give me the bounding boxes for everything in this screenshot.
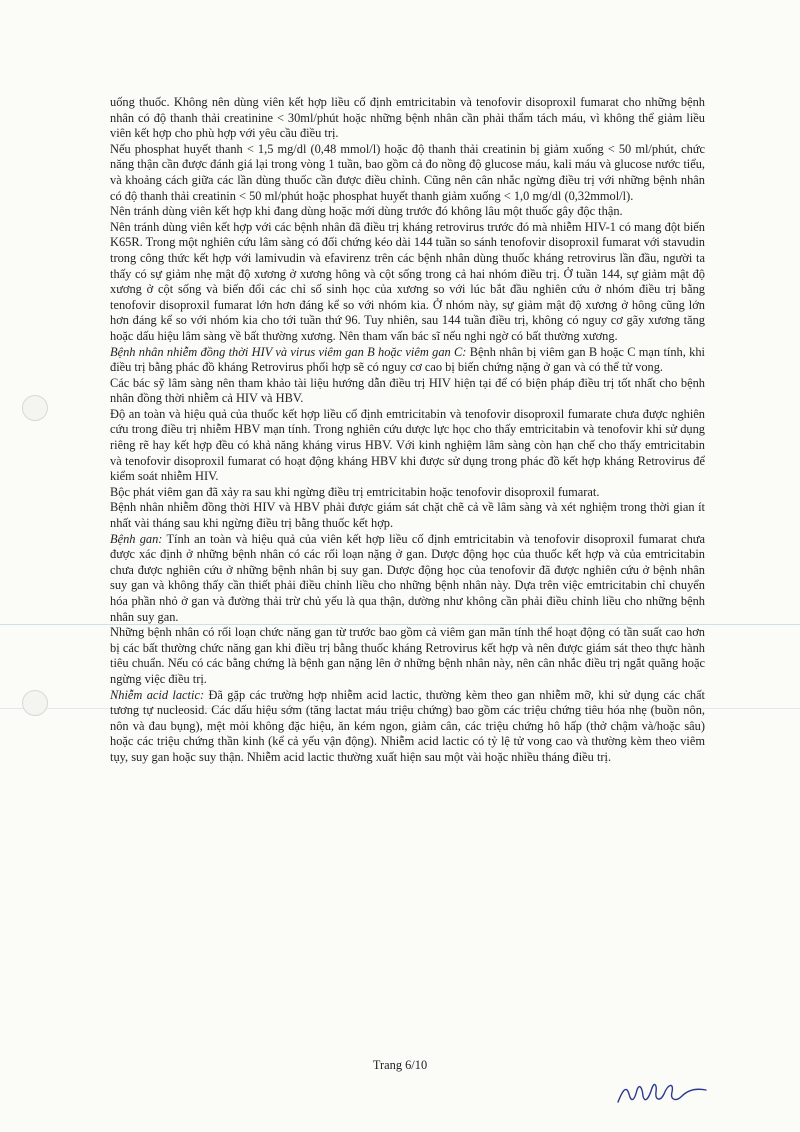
section-lead: Bệnh nhân nhiễm đồng thời HIV và virus viêm gan B hoặc viêm gan C: [110,344,467,359]
paragraph: Nên tránh dùng viên kết hợp khi đang dùng hoặc mới dùng trước đó không lâu một thuốc gây độc thận. [110,204,623,219]
paragraph: Bệnh gan: Tính an toàn và hiệu quả của viên kết hợp liều cố định emtricitabin và tenofovir disoproxil fumarat chưa được xác định ở những bệnh nhân có các rối loạn nặng ở gan. Dược động học của thuốc kết hợp và của emtricitabin chưa được nghiên cứu ở những bệnh nhân bị suy gan. Dược động học của tenofovir đã được nghiên cứu ở bệnh nhân suy gan và không thấy cần thiết phải điều chỉnh liều cho những bệnh nhân này. Dựa trên việc emtricitabin chỉ chuyển hóa phần nhỏ ở gan và đường thải trừ chủ yếu là qua thận, dường như không cần phải điều chỉnh liều cho những bệnh nhân suy gan. [110,531,705,624]
paragraph: uống thuốc. Không nên dùng viên kết hợp liều cố định emtricitabin và tenofovir disoproxil fumarat cho những bệnh nhân có độ thanh thải creatinine < 30ml/phút hoặc những bệnh nhân cần phải thẩm tách máu, vì không thể giảm liều viên kết hợp cho phù hợp với yêu cầu điều trị. [110,95,705,141]
punch-hole [22,690,48,716]
paragraph: Nhiễm acid lactic: Đã gặp các trường hợp nhiễm acid lactic, thường kèm theo gan nhiễm mỡ, khi sử dụng các chất tương tự nucleosid. Các dấu hiệu sớm (tăng lactat máu triệu chứng) bao gồm các triệu chứng tiêu hóa nhẹ (buồn nôn, nôn và đau bụng), mệt mỏi không đặc hiệu, ăn kém ngon, giảm cân, các triệu chứng hô hấp (thở chậm và/hoặc sâu) hoặc các triệu chứng thần kinh (kể cả yếu vận động). Nhiễm acid lactic có tỷ lệ tử vong cao và thường kèm theo viêm tụy, suy gan hoặc suy thận. Nhiễm acid lactic thường xuất hiện sau một vài hoặc nhiều tháng điều trị. [110,687,706,764]
section-lead: Nhiễm acid lactic: [110,687,205,702]
page-number: Trang 6/10 [372,1058,428,1072]
paragraph: Nếu phosphat huyết thanh < 1,5 mg/dl (0,48 mmol/l) hoặc độ thanh thải creatinin bị giảm xuống < 50 ml/phút, chức năng thận cần được đánh giá lại trong vòng 1 tuần, bao gồm cả đo nồng độ glucose máu, kali máu và glucose nước tiểu, và khoảng cách giữa các lần dùng thuốc cần được điều chỉnh. Cũng nên cân nhắc ngừng điều trị với những bệnh nhân có độ thanh thải creatinin < 50 ml/phút hoặc phosphat huyết thanh giảm xuống < 1,0 mg/dl (0,32mmol/l). [110,141,705,203]
paragraph: Các bác sỹ lâm sàng nên tham khảo tài liệu hướng dẫn điều trị HIV hiện tại để có biện pháp điều trị tốt nhất cho bệnh nhân đồng thời nhiễm cả HIV và HBV. [110,375,705,406]
paragraph: Bộc phát viêm gan đã xảy ra sau khi ngừng điều trị emtricitabin hoặc tenofovir disoproxil fumarat. [110,484,600,499]
punch-hole [22,395,48,421]
paragraph: Những bệnh nhân có rối loạn chức năng gan từ trước bao gồm cả viêm gan mãn tính thể hoạt động có tần suất cao hơn bị các bất thường chức năng gan khi điều trị bằng thuốc kháng Retrovirus kết hợp và nên được giám sát theo thực hành tiêu chuẩn. Nếu có các bằng chứng là bệnh gan nặng lên ở những bệnh nhân này, nên cân nhắc điều trị ngắt quãng hoặc ngừng việc điều trị. [110,625,705,686]
paragraph: Độ an toàn và hiệu quả của thuốc kết hợp liều cố định emtricitabin và tenofovir disoproxil fumarate chưa được nghiên cứu trong điều trị nhiễm HBV mạn tính. Trong nghiên cứu dược lực học cho thấy emtricitabin và tenofovir khi sử dụng riêng rẽ hay kết hợp đều có khả năng kháng virus HBV. Với kinh nghiệm lâm sàng còn hạn chế cho thấy emtricitabin và tenofovir disoproxil fumarat có hoạt động kháng HBV khi được sử dụng trong phác đồ kết hợp kháng Retrovirus để kiểm soát nhiễm HIV. [110,406,705,484]
section-lead: Bệnh gan: [110,531,163,546]
paragraph: Bệnh nhân nhiễm đồng thời HIV và HBV phải được giám sát chặt chẽ cả về lâm sàng và xét nghiệm trong thời gian ít nhất vài tháng sau khi ngừng điều trị bằng thuốc kết hợp. [110,500,705,531]
paragraph: Bệnh nhân nhiễm đồng thời HIV và virus viêm gan B hoặc viêm gan C: Bệnh nhân bị viêm gan B hoặc C mạn tính, khi điều trị bằng phác đồ kháng Retrovirus phối hợp sẽ có nguy cơ cao bị biến chứng nặng ở gan và có thể tử vong. [110,344,705,375]
handwritten-initials [612,1072,712,1112]
body-text [110,95,705,766]
paragraph: Nên tránh dùng viên kết hợp với các bệnh nhân đã điều trị kháng retrovirus trước đó mà nhiễm HIV-1 có mang đột biến K65R. Trong một nghiên cứu lâm sàng có đối chứng kéo dài 144 tuần so sánh tenofovir disoproxil fumarat với stavudin trong công thức kết hợp với lamivudin và efavirenz trên các bệnh nhân dùng thuốc kháng retrovirus lần đầu, người ta thấy có sự giảm nhẹ mật độ xương ở xương hông và cột sống trong cả hai nhóm điều trị. Ở tuần 144, sự giảm mật độ xương ở cột sống và biến đổi các chỉ số sinh học của xương so với lúc bắt đầu nghiên cứu ở nhóm điều trị bằng tenofovir disoproxil fumarat lớn hơn đáng kể so với nhóm kia. Ở nhóm này, sự giảm mật độ xương ở hông cũng lớn hơn đáng kể so với nhóm kia cho tới tuần thứ 96. Tuy nhiên, sau 144 tuần điều trị, không có nguy cơ gãy xương tăng hoặc dấu hiệu lâm sàng về bất thường xương. Nên tham vấn bác sĩ nếu nghi ngờ có bất thường xương. [110,219,705,343]
